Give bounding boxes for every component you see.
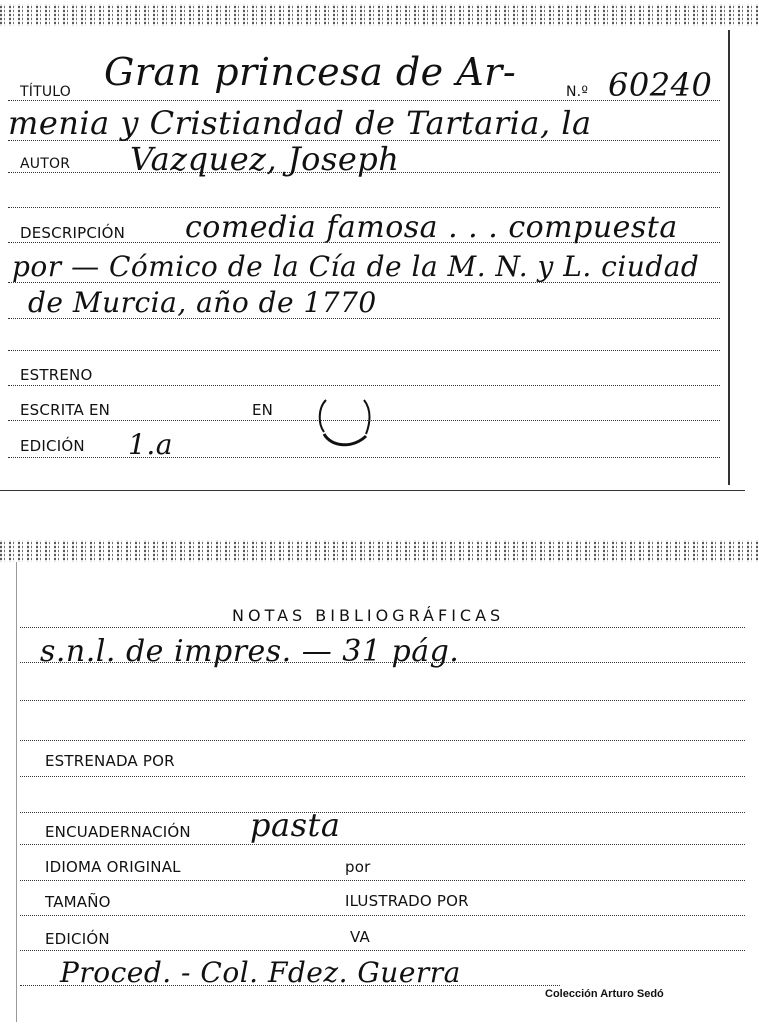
- collection-credit: Colección Arturo Sedó: [545, 988, 664, 1000]
- handwritten-descripcion-line2: por — Cómico de la Cía de la M. N. y L. ciudad: [12, 250, 700, 283]
- ruled-line: [8, 350, 720, 351]
- handwritten-autor: Vazquez, Joseph: [130, 140, 400, 178]
- ruled-line: [20, 880, 745, 881]
- label-idioma-original: IDIOMA ORIGINAL: [45, 858, 181, 876]
- label-en: EN: [252, 401, 274, 419]
- ruled-line: [20, 627, 745, 628]
- label-escrita-en: ESCRITA EN: [20, 401, 111, 419]
- label-edicion-bottom: EDICIÓN: [45, 930, 110, 948]
- ruled-line: [8, 457, 720, 458]
- top-card-bottom-edge: [0, 490, 745, 491]
- label-estrenada-por: ESTRENADA POR: [45, 752, 175, 770]
- bottom-card-left-edge: [16, 562, 17, 1022]
- handwritten-titulo-line2: menia y Cristiandad de Tartaria, la: [8, 104, 592, 142]
- top-card: [0, 0, 759, 495]
- bottom-card-scan-edge: [0, 540, 759, 562]
- label-por: por: [345, 858, 371, 876]
- label-edicion: EDICIÓN: [20, 437, 85, 455]
- label-ilustrado-por: ILUSTRADO POR: [345, 892, 469, 910]
- handwritten-notas-line1: s.n.l. de impres. — 31 pág.: [40, 634, 460, 669]
- ruled-line: [20, 915, 745, 916]
- top-card-scan-edge: [0, 4, 759, 26]
- handwritten-procedencia: Proced. - Col. Fdez. Guerra: [60, 956, 461, 989]
- notas-bibliograficas-heading: NOTAS BIBLIOGRÁFICAS: [232, 606, 505, 625]
- ruled-line: [8, 207, 720, 208]
- handwritten-encuadernacion: pasta: [250, 806, 341, 844]
- ruled-line: [20, 844, 745, 845]
- handwritten-descripcion-line3: de Murcia, año de 1770: [28, 286, 377, 319]
- handwritten-descripcion-line1: comedia famosa . . . compuesta: [185, 210, 678, 245]
- label-autor: AUTOR: [20, 156, 71, 172]
- ruled-line: [8, 385, 720, 386]
- label-va: VA: [350, 928, 370, 946]
- handwritten-edicion: 1.a: [128, 428, 173, 461]
- label-estreno: ESTRENO: [20, 366, 93, 384]
- ruled-line: [20, 776, 745, 777]
- ruled-line: [20, 812, 745, 813]
- handwritten-titulo-line1: Gran princesa de Ar-: [104, 50, 517, 94]
- ruled-line: [20, 700, 745, 701]
- label-encuadernacion: ENCUADERNACIÓN: [45, 823, 191, 841]
- label-tamano: TAMAÑO: [45, 893, 111, 911]
- punch-hole-mark: [312, 394, 376, 450]
- ruled-line: [20, 950, 745, 951]
- label-descripcion: DESCRIPCIÓN: [20, 224, 126, 242]
- ruled-line: [20, 740, 745, 741]
- label-numero: N.º: [566, 84, 589, 100]
- handwritten-numero: 60240: [608, 66, 713, 104]
- top-card-right-edge: [728, 30, 730, 485]
- label-titulo: TÍTULO: [20, 84, 71, 100]
- bottom-card: [0, 540, 759, 1028]
